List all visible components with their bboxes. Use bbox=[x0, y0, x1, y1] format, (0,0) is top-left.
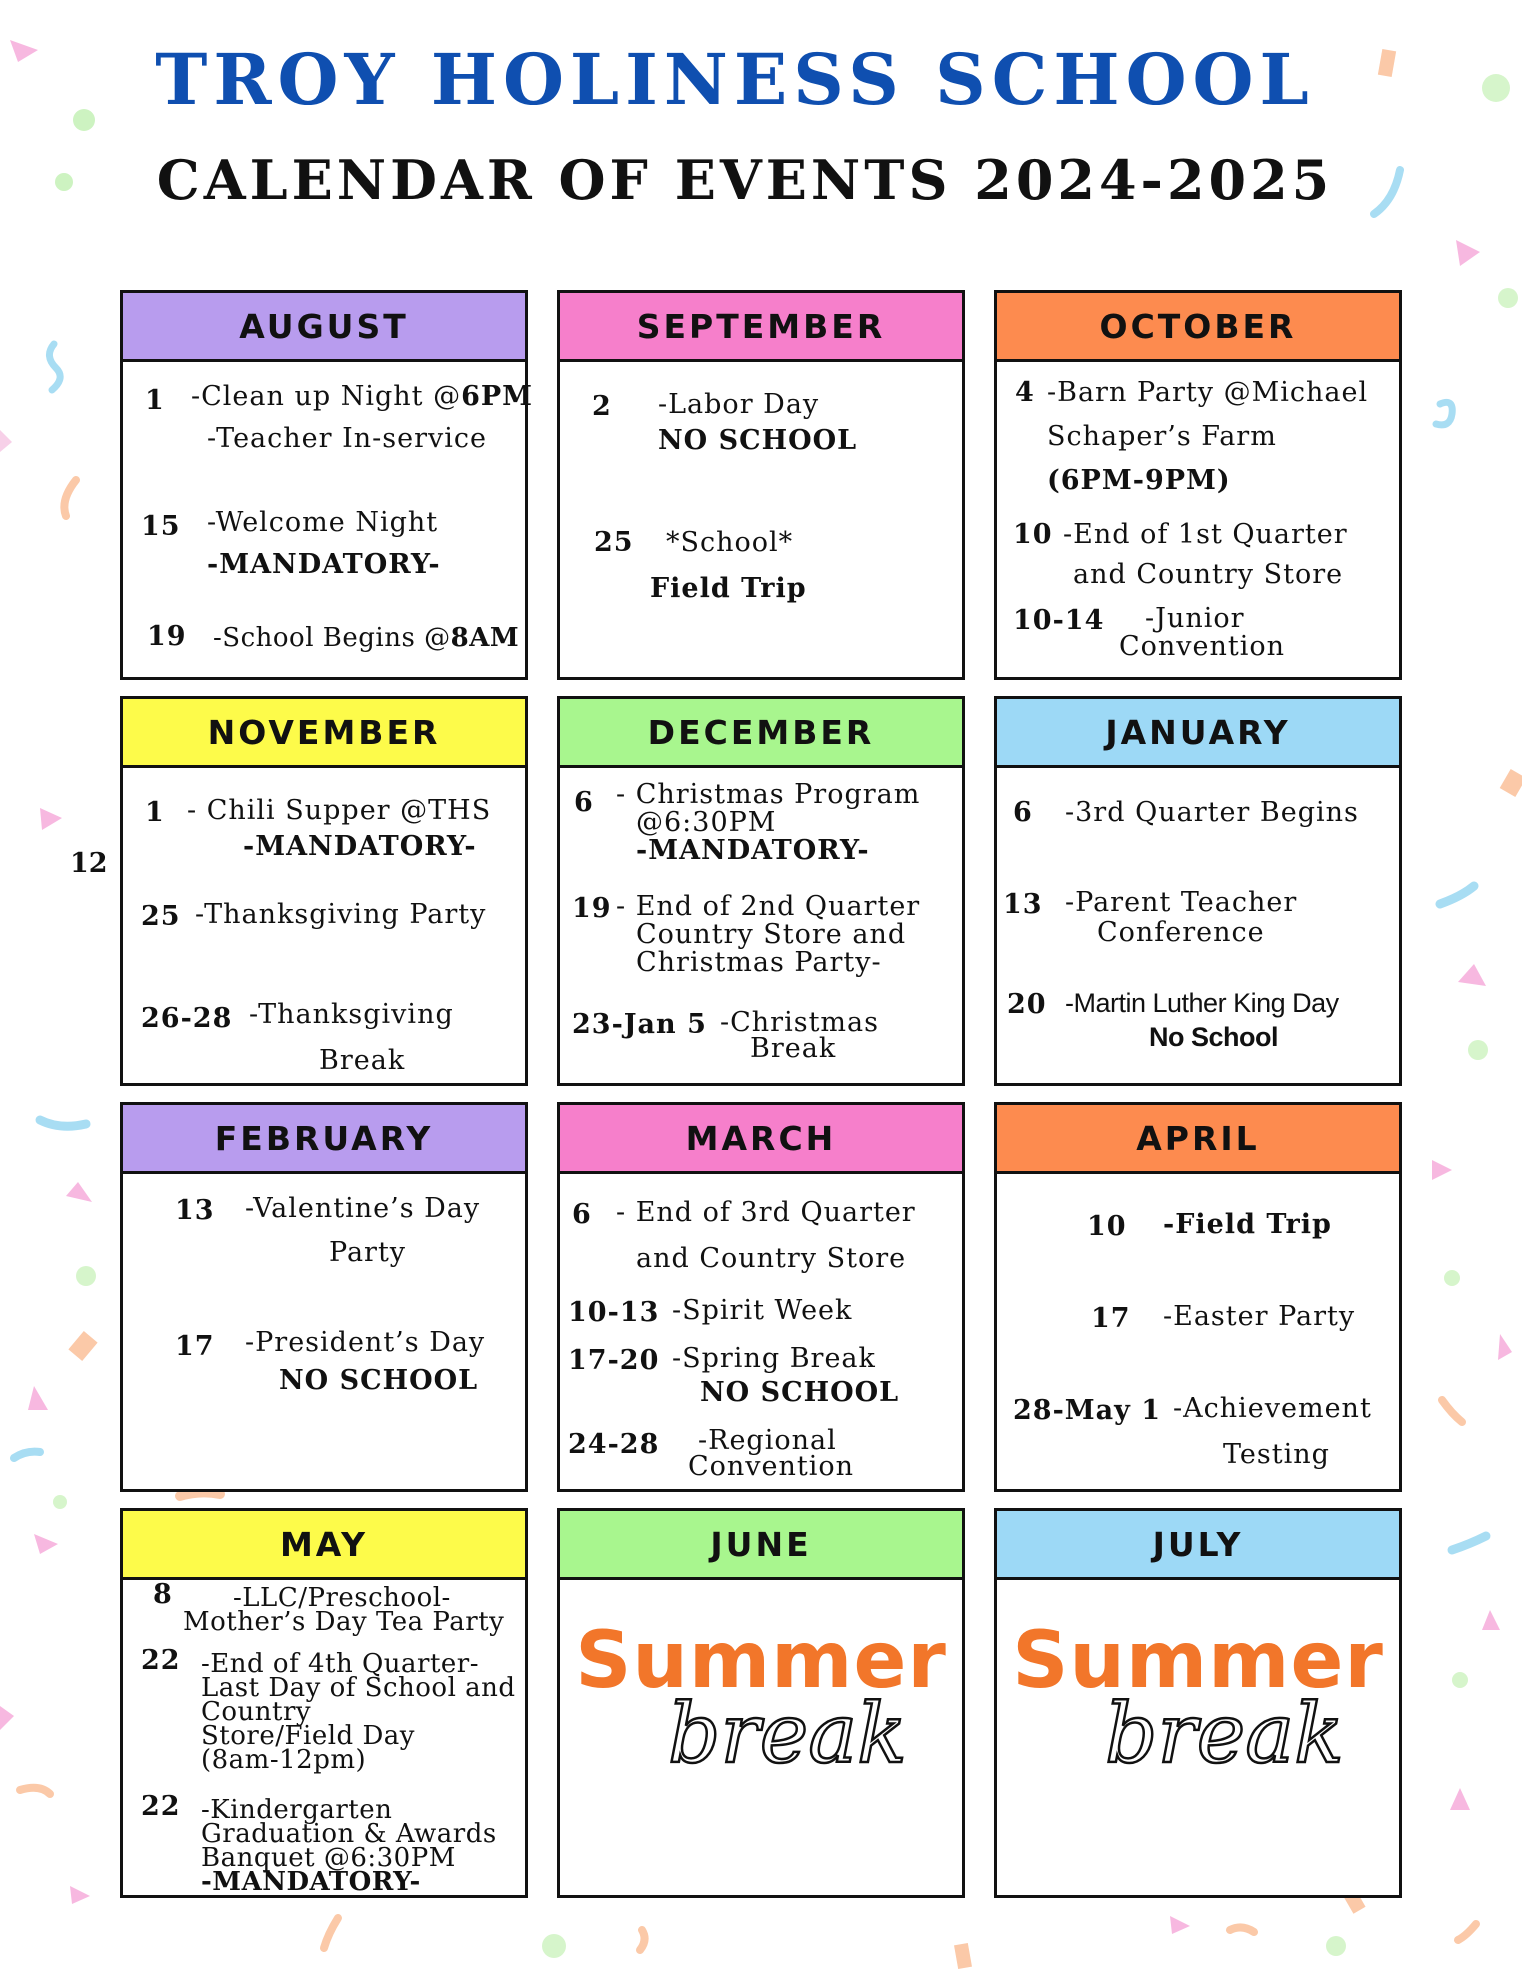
card-may bbox=[120, 1508, 528, 1898]
event-text: -Thanksgiving Party bbox=[195, 899, 487, 930]
event-text: -Thanksgiving bbox=[249, 999, 454, 1030]
card-june bbox=[557, 1508, 965, 1898]
event-text: Store/Field Day bbox=[201, 1721, 415, 1751]
card-january bbox=[994, 696, 1402, 1086]
card-body bbox=[560, 1174, 962, 1489]
event-text: -Kindergarten bbox=[201, 1795, 393, 1825]
month-header: OCTOBER bbox=[997, 293, 1399, 362]
month-header: JANUARY bbox=[997, 699, 1399, 768]
event-date: 8 bbox=[153, 1579, 173, 1610]
month-header: JUNE bbox=[560, 1511, 962, 1580]
event-text: -MANDATORY- bbox=[201, 1867, 421, 1897]
month-header: SEPTEMBER bbox=[560, 293, 962, 362]
event-text: -End of 1st Quarter bbox=[1063, 519, 1348, 550]
page-subtitle: CALENDAR OF EVENTS 2024-2025 bbox=[156, 148, 1334, 212]
event-text: and Country Store bbox=[636, 1243, 907, 1274]
event-text: -Spring Break bbox=[672, 1343, 876, 1374]
month-header: FEBRUARY bbox=[123, 1105, 525, 1174]
event-text: -Junior bbox=[1145, 603, 1245, 634]
event-text: Christmas Party- bbox=[636, 947, 882, 978]
month-header: MAY bbox=[123, 1511, 525, 1580]
event-text: - Christmas Program bbox=[616, 779, 921, 810]
event-text: Convention bbox=[688, 1451, 855, 1482]
event-date: 10 bbox=[1087, 1211, 1127, 1242]
event-date: 6 bbox=[572, 1199, 592, 1230]
card-july bbox=[994, 1508, 1402, 1898]
card-body bbox=[123, 768, 525, 1083]
event-text: -Clean up Night @6PM bbox=[191, 381, 534, 412]
event-text: - End of 2nd Quarter bbox=[616, 891, 921, 922]
card-september bbox=[557, 290, 965, 680]
card-march bbox=[557, 1102, 965, 1492]
break-script-text bbox=[664, 1687, 907, 1782]
event-date: 23-Jan 5 bbox=[572, 1009, 707, 1040]
event-text: -Easter Party bbox=[1163, 1301, 1356, 1332]
card-body bbox=[123, 1174, 525, 1489]
event-text: -MANDATORY- bbox=[636, 835, 870, 866]
month-header: JULY bbox=[997, 1511, 1399, 1580]
event-date: 10-13 bbox=[568, 1297, 660, 1328]
event-date: 1 bbox=[145, 797, 165, 828]
event-text: *School* bbox=[666, 527, 794, 558]
event-date: 2 bbox=[592, 391, 612, 422]
event-text: -Achievement bbox=[1173, 1393, 1372, 1424]
event-text: -President’s Day bbox=[245, 1327, 486, 1358]
card-february bbox=[120, 1102, 528, 1492]
card-body bbox=[997, 1174, 1399, 1489]
event-date: 19 bbox=[572, 893, 612, 924]
event-text: Field Trip bbox=[650, 573, 807, 604]
card-body bbox=[560, 1580, 962, 1895]
event-date: 10-14 bbox=[1013, 605, 1105, 636]
event-text: -Regional bbox=[698, 1425, 837, 1456]
event-text: Break bbox=[750, 1033, 837, 1064]
event-date: 15 bbox=[141, 511, 181, 542]
event-date: 22 bbox=[141, 1645, 181, 1676]
event-date: 6 bbox=[574, 787, 594, 818]
event-text: NO SCHOOL bbox=[279, 1365, 479, 1396]
event-date: 22 bbox=[141, 1791, 181, 1822]
break-text: break bbox=[1105, 1687, 1344, 1782]
month-header: MARCH bbox=[560, 1105, 962, 1174]
event-text: -Valentine’s Day bbox=[245, 1193, 481, 1224]
event-text: -Teacher In-service bbox=[207, 423, 488, 454]
card-november bbox=[120, 696, 528, 1086]
event-text: No School bbox=[1149, 1022, 1278, 1052]
event-text: -Barn Party @Michael bbox=[1047, 377, 1369, 408]
event-date: 13 bbox=[1003, 889, 1043, 920]
event-text: Mother’s Day Tea Party bbox=[183, 1607, 505, 1637]
event-text: Break bbox=[319, 1045, 406, 1076]
event-date: 13 bbox=[175, 1195, 215, 1226]
summer-text: Summer bbox=[1012, 1616, 1384, 1706]
month-header: DECEMBER bbox=[560, 699, 962, 768]
break-text: break bbox=[668, 1687, 907, 1782]
event-text: -MANDATORY- bbox=[207, 549, 441, 580]
event-text: Country Store and bbox=[636, 919, 907, 950]
event-date: 1 bbox=[145, 385, 165, 416]
event-text: -School Begins @8AM bbox=[213, 623, 520, 653]
card-april bbox=[994, 1102, 1402, 1492]
event-text: Party bbox=[329, 1237, 407, 1268]
month-header: AUGUST bbox=[123, 293, 525, 362]
event-text: -Field Trip bbox=[1163, 1209, 1332, 1240]
event-text: NO SCHOOL bbox=[658, 425, 858, 456]
card-december bbox=[557, 696, 965, 1086]
event-text: -Labor Day bbox=[658, 389, 820, 420]
event-text: (6PM-9PM) bbox=[1047, 465, 1231, 496]
event-date: 10 bbox=[1013, 519, 1053, 550]
event-text: -Spirit Week bbox=[672, 1295, 853, 1326]
event-text: Testing bbox=[1223, 1439, 1330, 1470]
event-date: 28-May 1 bbox=[1013, 1395, 1162, 1426]
margin-note: 12 bbox=[70, 848, 108, 879]
event-date: 24-28 bbox=[568, 1429, 660, 1460]
event-text: -End of 4th Quarter- bbox=[201, 1649, 479, 1679]
break-script-text bbox=[1101, 1687, 1344, 1782]
event-text: -Welcome Night bbox=[207, 507, 439, 538]
event-text: - Chili Supper @THS bbox=[187, 795, 492, 826]
event-date: 17-20 bbox=[568, 1345, 660, 1376]
page-title: TROY HOLINESS SCHOOL bbox=[155, 38, 1315, 121]
card-body bbox=[123, 1580, 525, 1895]
month-header: NOVEMBER bbox=[123, 699, 525, 768]
event-text: and Country Store bbox=[1073, 559, 1344, 590]
event-text: -Parent Teacher bbox=[1065, 887, 1298, 918]
month-header: APRIL bbox=[997, 1105, 1399, 1174]
event-text: -MANDATORY- bbox=[243, 831, 477, 862]
event-text: Graduation & Awards bbox=[201, 1819, 497, 1849]
event-date: 17 bbox=[1091, 1303, 1131, 1334]
event-text: -Christmas bbox=[720, 1007, 879, 1038]
card-body bbox=[997, 768, 1399, 1083]
card-body bbox=[997, 1580, 1399, 1895]
event-text: (8am-12pm) bbox=[201, 1745, 367, 1775]
event-date: 25 bbox=[141, 901, 181, 932]
card-october bbox=[994, 290, 1402, 680]
card-august bbox=[120, 290, 534, 680]
card-body bbox=[560, 768, 962, 1083]
event-text: NO SCHOOL bbox=[700, 1377, 900, 1408]
event-text: @6:30PM bbox=[636, 807, 777, 838]
summer-text: Summer bbox=[575, 1616, 947, 1706]
event-text: Country bbox=[201, 1697, 312, 1727]
event-text: Schaper’s Farm bbox=[1047, 421, 1277, 452]
event-date: 6 bbox=[1013, 797, 1033, 828]
event-text: -Martin Luther King Day bbox=[1065, 988, 1339, 1018]
event-text: Convention bbox=[1119, 631, 1286, 662]
event-date: 25 bbox=[594, 527, 634, 558]
event-date: 4 bbox=[1015, 377, 1035, 408]
event-text: Banquet @6:30PM bbox=[201, 1843, 456, 1873]
event-text: Conference bbox=[1097, 917, 1265, 948]
event-text: - End of 3rd Quarter bbox=[616, 1197, 916, 1228]
card-body bbox=[560, 362, 962, 677]
card-body bbox=[997, 362, 1399, 677]
event-text: -3rd Quarter Begins bbox=[1065, 797, 1359, 828]
event-text: -LLC/Preschool- bbox=[233, 1583, 451, 1613]
event-date: 17 bbox=[175, 1331, 215, 1362]
event-date: 20 bbox=[1007, 989, 1047, 1020]
card-body bbox=[123, 362, 534, 677]
event-date: 19 bbox=[147, 621, 187, 652]
event-date: 26-28 bbox=[141, 1003, 233, 1034]
event-text: Last Day of School and bbox=[201, 1673, 516, 1703]
